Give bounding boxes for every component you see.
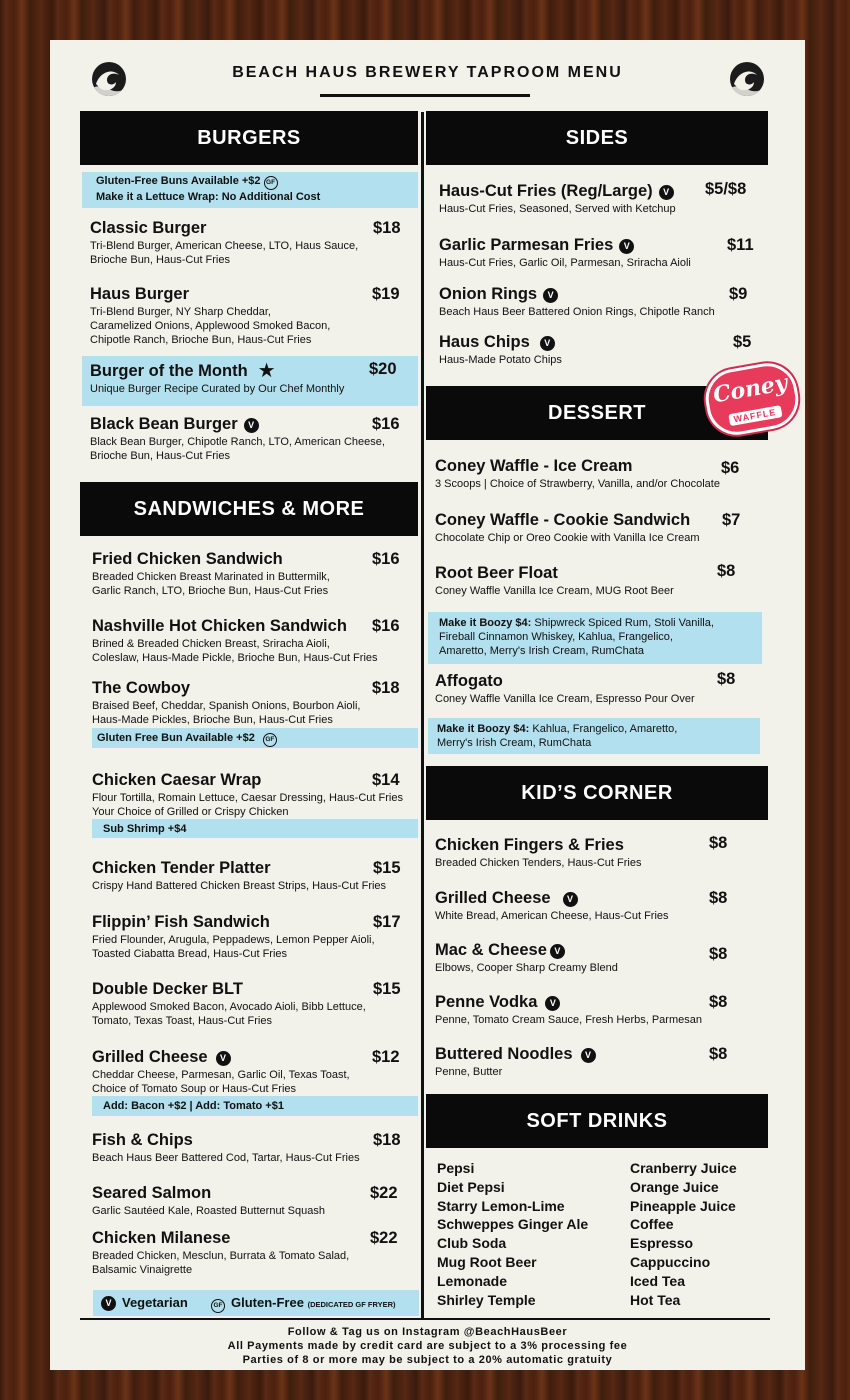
- item-name: Haus-Cut Fries (Reg/Large): [439, 182, 653, 200]
- item-name: The Cowboy: [92, 679, 191, 697]
- item-description: Haus-Cut Fries, Garlic Oil, Parmesan, Sriracha Aioli: [439, 257, 691, 269]
- section-header-burgers: BURGERS: [80, 111, 418, 165]
- item-price: $5/$8: [705, 180, 747, 198]
- coney-waffle-logo: [701, 359, 803, 440]
- footer-gratuity-note: Parties of 8 or more may be subject to a 20% automatic gratuity: [242, 1354, 613, 1366]
- item-name: Penne Vodka: [435, 993, 538, 1011]
- gluten-free-icon: GF: [263, 733, 277, 747]
- item-description: Applewood Smoked Bacon, Avocado Aioli, Bibb Lettuce,: [92, 1001, 366, 1013]
- logo-subtext: WAFFLE: [728, 405, 782, 426]
- menu-item: [435, 888, 728, 923]
- menu-item: [92, 616, 400, 665]
- item-description: Tomato, Texas Toast, Haus-Cut Fries: [92, 1015, 272, 1027]
- menu-item: [439, 180, 747, 216]
- vegetarian-icon: V: [659, 185, 674, 200]
- drink-item: Diet Pepsi: [437, 1178, 505, 1195]
- item-name: Coney Waffle - Cookie Sandwich: [435, 511, 691, 529]
- menu-item: [90, 218, 401, 267]
- lettuce-wrap-note: Make it a Lettuce Wrap: No Additional Cost: [96, 191, 321, 203]
- item-description: Breaded Chicken Breast Marinated in Buttermilk,: [92, 571, 330, 583]
- drink-item: Espresso: [630, 1235, 694, 1252]
- item-description: Beach Haus Beer Battered Cod, Tartar, Haus-Cut Fries: [92, 1152, 360, 1164]
- menu-item: [92, 858, 401, 893]
- drink-item: Pineapple Juice: [630, 1197, 736, 1214]
- item-name: Affogato: [435, 672, 503, 690]
- menu-item: [92, 1047, 400, 1096]
- item-description: Crispy Hand Battered Chicken Breast Strips, Haus-Cut Fries: [92, 880, 387, 892]
- item-description: Haus-Made Potato Chips: [439, 354, 562, 366]
- menu-item: [435, 670, 736, 706]
- item-price: $15: [373, 980, 401, 998]
- menu-item: [435, 1044, 728, 1079]
- vegetarian-icon: V: [545, 996, 560, 1011]
- item-description: Braised Beef, Cheddar, Spanish Onions, Bourbon Aioli,: [92, 700, 361, 712]
- legend-gluten-free: Gluten-Free: [231, 1295, 304, 1310]
- boozy-options: Merry's Irish Cream, RumChata: [437, 737, 592, 749]
- menu-item: [92, 770, 403, 819]
- boozy-note: [428, 612, 762, 664]
- wrap-note: Sub Shrimp +$4: [92, 819, 418, 838]
- grilled-cheese-addons-note: Add: Bacon +$2 | Add: Tomato +$1: [92, 1096, 418, 1116]
- item-name: Grilled Cheese: [92, 1048, 208, 1066]
- drink-item: Orange Juice: [630, 1178, 719, 1195]
- drink-item: Hot Tea: [630, 1291, 681, 1308]
- menu-item: [92, 1228, 398, 1277]
- boozy-label: Make it Boozy $4:: [439, 617, 532, 629]
- item-price: $11: [727, 236, 754, 254]
- menu-item: [435, 992, 728, 1027]
- boozy-options: Fireball Cinnamon Whiskey, Kahlua, Frangelico,: [439, 631, 673, 643]
- item-description: Garlic Sautéed Kale, Roasted Butternut Squash: [92, 1205, 325, 1217]
- drinks-list-right: [630, 1159, 737, 1309]
- item-price: $8: [709, 834, 728, 852]
- drink-item: Cranberry Juice: [630, 1160, 737, 1176]
- boozy-note: [428, 718, 760, 754]
- item-name: Nashville Hot Chicken Sandwich: [92, 617, 347, 635]
- vegetarian-icon: V: [216, 1051, 231, 1066]
- menu-paper: [50, 40, 805, 1370]
- item-description: Flour Tortilla, Romain Lettuce, Caesar Dressing, Haus-Cut Fries: [92, 792, 403, 804]
- item-description: Your Choice of Grilled or Crispy Chicken: [92, 806, 289, 818]
- item-name: Black Bean Burger: [90, 415, 238, 433]
- drink-item: Pepsi: [437, 1160, 475, 1176]
- item-description: 3 Scoops | Choice of Strawberry, Vanilla, and/or Chocolate: [435, 478, 720, 490]
- item-description: Caramelized Onions, Applewood Smoked Bacon,: [90, 320, 331, 332]
- item-description: Cheddar Cheese, Parmesan, Garlic Oil, Texas Toast,: [92, 1069, 350, 1081]
- item-price: $9: [729, 285, 748, 303]
- item-name: Root Beer Float: [435, 564, 558, 582]
- menu-item: [435, 510, 741, 545]
- footer-instagram: Follow & Tag us on Instagram @BeachHausBeer: [287, 1326, 568, 1338]
- item-name: Onion Rings: [439, 285, 538, 303]
- item-description: Breaded Chicken Tenders, Haus-Cut Fries: [435, 857, 642, 869]
- item-description: Haus-Made Pickles, Brioche Bun, Haus-Cut Fries: [92, 714, 333, 726]
- item-description: Penne, Tomato Cream Sauce, Fresh Herbs, Parmesan: [435, 1014, 702, 1026]
- menu-item: [92, 678, 400, 727]
- menu-item: [435, 834, 728, 870]
- boozy-options: Shipwreck Spiced Rum, Stoli Vanilla,: [534, 617, 714, 629]
- item-name: Buttered Noodles: [435, 1045, 573, 1063]
- menu-item: [435, 940, 728, 975]
- menu-item: [439, 332, 752, 367]
- legend-fryer-note: (DEDICATED GF FRYER): [307, 1300, 396, 1309]
- item-price: $16: [372, 415, 400, 433]
- drink-item: Lemonade: [437, 1272, 508, 1289]
- item-description: Tri-Blend Burger, NY Sharp Cheddar,: [90, 306, 271, 318]
- vegetarian-icon: V: [550, 944, 565, 959]
- item-name: Garlic Parmesan Fries: [439, 236, 614, 254]
- star-icon: ★: [257, 360, 276, 382]
- item-price: $6: [721, 459, 740, 477]
- section-header-dessert: DESSERT: [426, 386, 768, 440]
- item-price: $8: [709, 993, 728, 1011]
- item-name: Coney Waffle - Ice Cream: [435, 457, 633, 475]
- vegetarian-icon: V: [563, 892, 578, 907]
- item-description: White Bread, American Cheese, Haus-Cut Fries: [435, 910, 669, 922]
- item-price: $8: [709, 945, 728, 963]
- item-price: $17: [373, 913, 401, 931]
- item-name: Classic Burger: [90, 219, 207, 237]
- item-name: Haus Burger: [90, 285, 190, 303]
- item-name: Mac & Cheese: [435, 941, 547, 959]
- item-name: Chicken Tender Platter: [92, 859, 271, 877]
- vegetarian-icon: V: [101, 1296, 116, 1311]
- item-price: $20: [369, 360, 397, 378]
- drink-item: Iced Tea: [630, 1272, 685, 1289]
- menu-item: [90, 360, 397, 396]
- item-description: Brioche Bun, Haus-Cut Fries: [90, 254, 230, 266]
- legend-vegetarian: Vegetarian: [122, 1295, 188, 1310]
- boozy-label: Make it Boozy $4:: [437, 723, 530, 735]
- item-description: Elbows, Cooper Sharp Creamy Blend: [435, 962, 618, 974]
- menu-item: [92, 1183, 398, 1218]
- item-description: Tri-Blend Burger, American Cheese, LTO, Haus Sauce,: [90, 240, 359, 252]
- item-description: Toasted Ciabatta Bread, Haus-Cut Fries: [92, 948, 288, 960]
- drink-item: Mug Root Beer: [437, 1253, 537, 1270]
- menu-item: [90, 284, 400, 347]
- item-price: $14: [372, 771, 400, 789]
- gluten-free-icon: GF: [264, 176, 278, 190]
- gf-buns-note: Gluten-Free Buns Available +$2: [96, 175, 261, 187]
- item-description: Balsamic Vinaigrette: [92, 1264, 193, 1276]
- item-price: $8: [709, 1045, 728, 1063]
- drink-item: Schweppes Ginger Ale: [437, 1216, 589, 1233]
- item-price: $18: [372, 679, 400, 697]
- item-description: Brined & Breaded Chicken Breast, Sriracha Aioli,: [92, 638, 330, 650]
- item-price: $18: [373, 219, 401, 237]
- item-name: Fried Chicken Sandwich: [92, 550, 283, 568]
- item-price: $15: [373, 859, 401, 877]
- vegetarian-icon: V: [540, 336, 555, 351]
- section-header-sandwiches: SANDWICHES & MORE: [80, 482, 418, 536]
- cowboy-note: [92, 728, 418, 748]
- item-description: Haus-Cut Fries, Seasoned, Served with Ketchup: [439, 203, 676, 215]
- item-price: $16: [372, 617, 400, 635]
- burgers-note: [82, 172, 418, 208]
- item-description: Breaded Chicken, Mesclun, Burrata & Tomato Salad,: [92, 1250, 350, 1262]
- item-name: Grilled Cheese: [435, 889, 551, 907]
- drink-item: Club Soda: [437, 1235, 507, 1252]
- item-price: $5: [733, 333, 752, 351]
- footer: [50, 1325, 805, 1367]
- item-name: Haus Chips: [439, 333, 530, 351]
- menu-item: [90, 414, 400, 463]
- menu-title: BEACH HAUS BREWERY TAPROOM MENU: [232, 64, 623, 81]
- vegetarian-icon: V: [581, 1048, 596, 1063]
- menu-item: [92, 549, 400, 598]
- item-name: Double Decker BLT: [92, 980, 243, 998]
- item-description: Coleslaw, Haus-Made Pickle, Brioche Bun, Haus-Cut Fries: [92, 652, 378, 664]
- boozy-options: Amaretto, Merry's Irish Cream, RumChata: [439, 645, 645, 657]
- item-price: $8: [717, 670, 736, 688]
- item-price: $8: [709, 889, 728, 907]
- vegetarian-icon: V: [244, 418, 259, 433]
- item-description: Penne, Butter: [435, 1066, 503, 1078]
- item-price: $18: [373, 1131, 401, 1149]
- item-name: Chicken Caesar Wrap: [92, 771, 262, 789]
- menu-item: [439, 284, 748, 319]
- item-description: Black Bean Burger, Chipotle Ranch, LTO, American Cheese,: [90, 436, 385, 448]
- logo-text: Coney: [711, 369, 790, 409]
- item-description: Choice of Tomato Soup or Haus-Cut Fries: [92, 1083, 296, 1095]
- item-price: $22: [370, 1184, 398, 1202]
- item-name: Fish & Chips: [92, 1131, 193, 1149]
- drink-item: Coffee: [630, 1216, 674, 1233]
- item-name: Flippin’ Fish Sandwich: [92, 913, 270, 931]
- gluten-free-icon: GF: [211, 1299, 225, 1313]
- item-description: Unique Burger Recipe Curated by Our Chef Monthly: [90, 383, 345, 395]
- vegetarian-icon: V: [543, 288, 558, 303]
- section-header-sides: SIDES: [426, 111, 768, 165]
- column-divider: [421, 112, 424, 1320]
- item-price: $22: [370, 1229, 398, 1247]
- item-description: Chocolate Chip or Oreo Cookie with Vanilla Ice Cream: [435, 532, 700, 544]
- title-underline: [320, 94, 530, 97]
- item-description: Fried Flounder, Arugula, Peppadews, Lemon Pepper Aioli,: [92, 934, 375, 946]
- item-description: Garlic Ranch, LTO, Brioche Bun, Haus-Cut Fries: [92, 585, 329, 597]
- footer-divider: [80, 1318, 770, 1320]
- item-price: $12: [372, 1048, 400, 1066]
- item-description: Beach Haus Beer Battered Onion Rings, Chipotle Ranch: [439, 306, 715, 318]
- item-price: $8: [717, 562, 736, 580]
- drinks-list-left: [437, 1159, 588, 1309]
- item-price: $19: [372, 285, 400, 303]
- menu-item: [92, 912, 401, 961]
- item-name: Seared Salmon: [92, 1184, 212, 1202]
- menu-item: [435, 562, 736, 598]
- boozy-options: Kahlua, Frangelico, Amaretto,: [532, 723, 678, 735]
- drink-item: Cappuccino: [630, 1253, 711, 1270]
- item-name: Chicken Milanese: [92, 1229, 231, 1247]
- drink-item: Shirley Temple: [437, 1291, 536, 1308]
- vegetarian-icon: V: [619, 239, 634, 254]
- item-description: Chipotle Ranch, Brioche Bun, Haus-Cut Fries: [90, 334, 312, 346]
- dietary-legend: [93, 1290, 419, 1316]
- footer-payment-note: All Payments made by credit card are subject to a 3% processing fee: [227, 1340, 628, 1352]
- item-description: Coney Waffle Vanilla Ice Cream, Espresso Pour Over: [435, 693, 695, 705]
- item-name: Burger of the Month: [90, 362, 248, 380]
- item-price: $16: [372, 550, 400, 568]
- menu-item: [92, 1130, 401, 1165]
- item-description: Brioche Bun, Haus-Cut Fries: [90, 450, 230, 462]
- item-price: $7: [722, 511, 741, 529]
- menu-item: [92, 979, 401, 1028]
- item-description: Coney Waffle Vanilla Ice Cream, MUG Root Beer: [435, 585, 674, 597]
- menu-item: [435, 456, 740, 491]
- drink-item: Starry Lemon-Lime: [437, 1197, 565, 1214]
- item-name: Chicken Fingers & Fries: [435, 836, 624, 854]
- gf-bun-note: Gluten Free Bun Available +$2: [97, 732, 255, 744]
- section-header-kids: KID’S CORNER: [426, 766, 768, 820]
- menu-item: [439, 235, 754, 270]
- section-header-soft-drinks: SOFT DRINKS: [426, 1094, 768, 1148]
